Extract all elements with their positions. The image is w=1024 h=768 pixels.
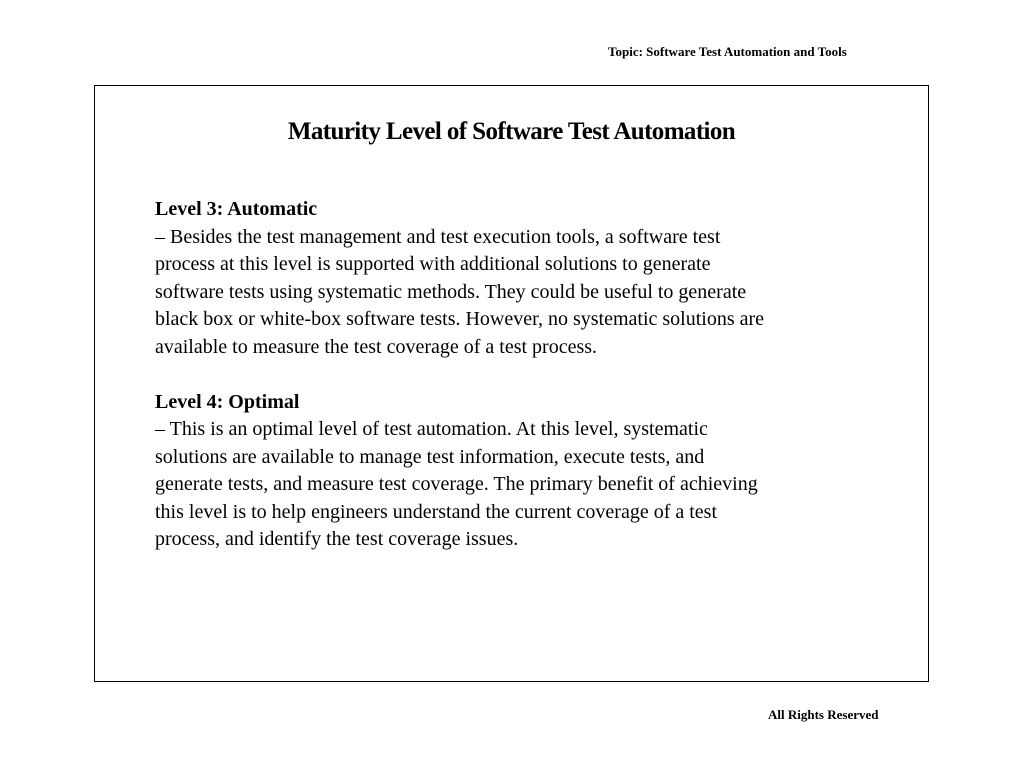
footer-rights: All Rights Reserved (768, 707, 879, 722)
level-4-heading: Level 4: Optimal (155, 390, 300, 413)
slide-content (155, 196, 875, 554)
header-topic: Topic: Software Test Automation and Tools (608, 44, 847, 59)
slide-title: Maturity Level of Software Test Automation (287, 118, 736, 145)
level-4-section (155, 389, 875, 554)
level-3-section (155, 196, 875, 361)
section-spacer (155, 361, 875, 389)
level-3-heading: Level 3: Automatic (155, 198, 318, 220)
level-4-body: – This is an optimal level of test automation. At this level, systematic solutions are available to manage test information, execute tests, and generate tests, and measure test coverage. The primary benefit of achieving this level is to help engineers understand the current coverage of a test process, and identify the test coverage issues. (155, 418, 758, 550)
level-3-body: – Besides the test management and test execution tools, a software test process at this level is supported with additional solutions to generate software tests using systematic methods. They could be useful to generate black box or white-box software tests. However, no systematic solutions are available to measure the test coverage of a test process. (155, 225, 765, 358)
